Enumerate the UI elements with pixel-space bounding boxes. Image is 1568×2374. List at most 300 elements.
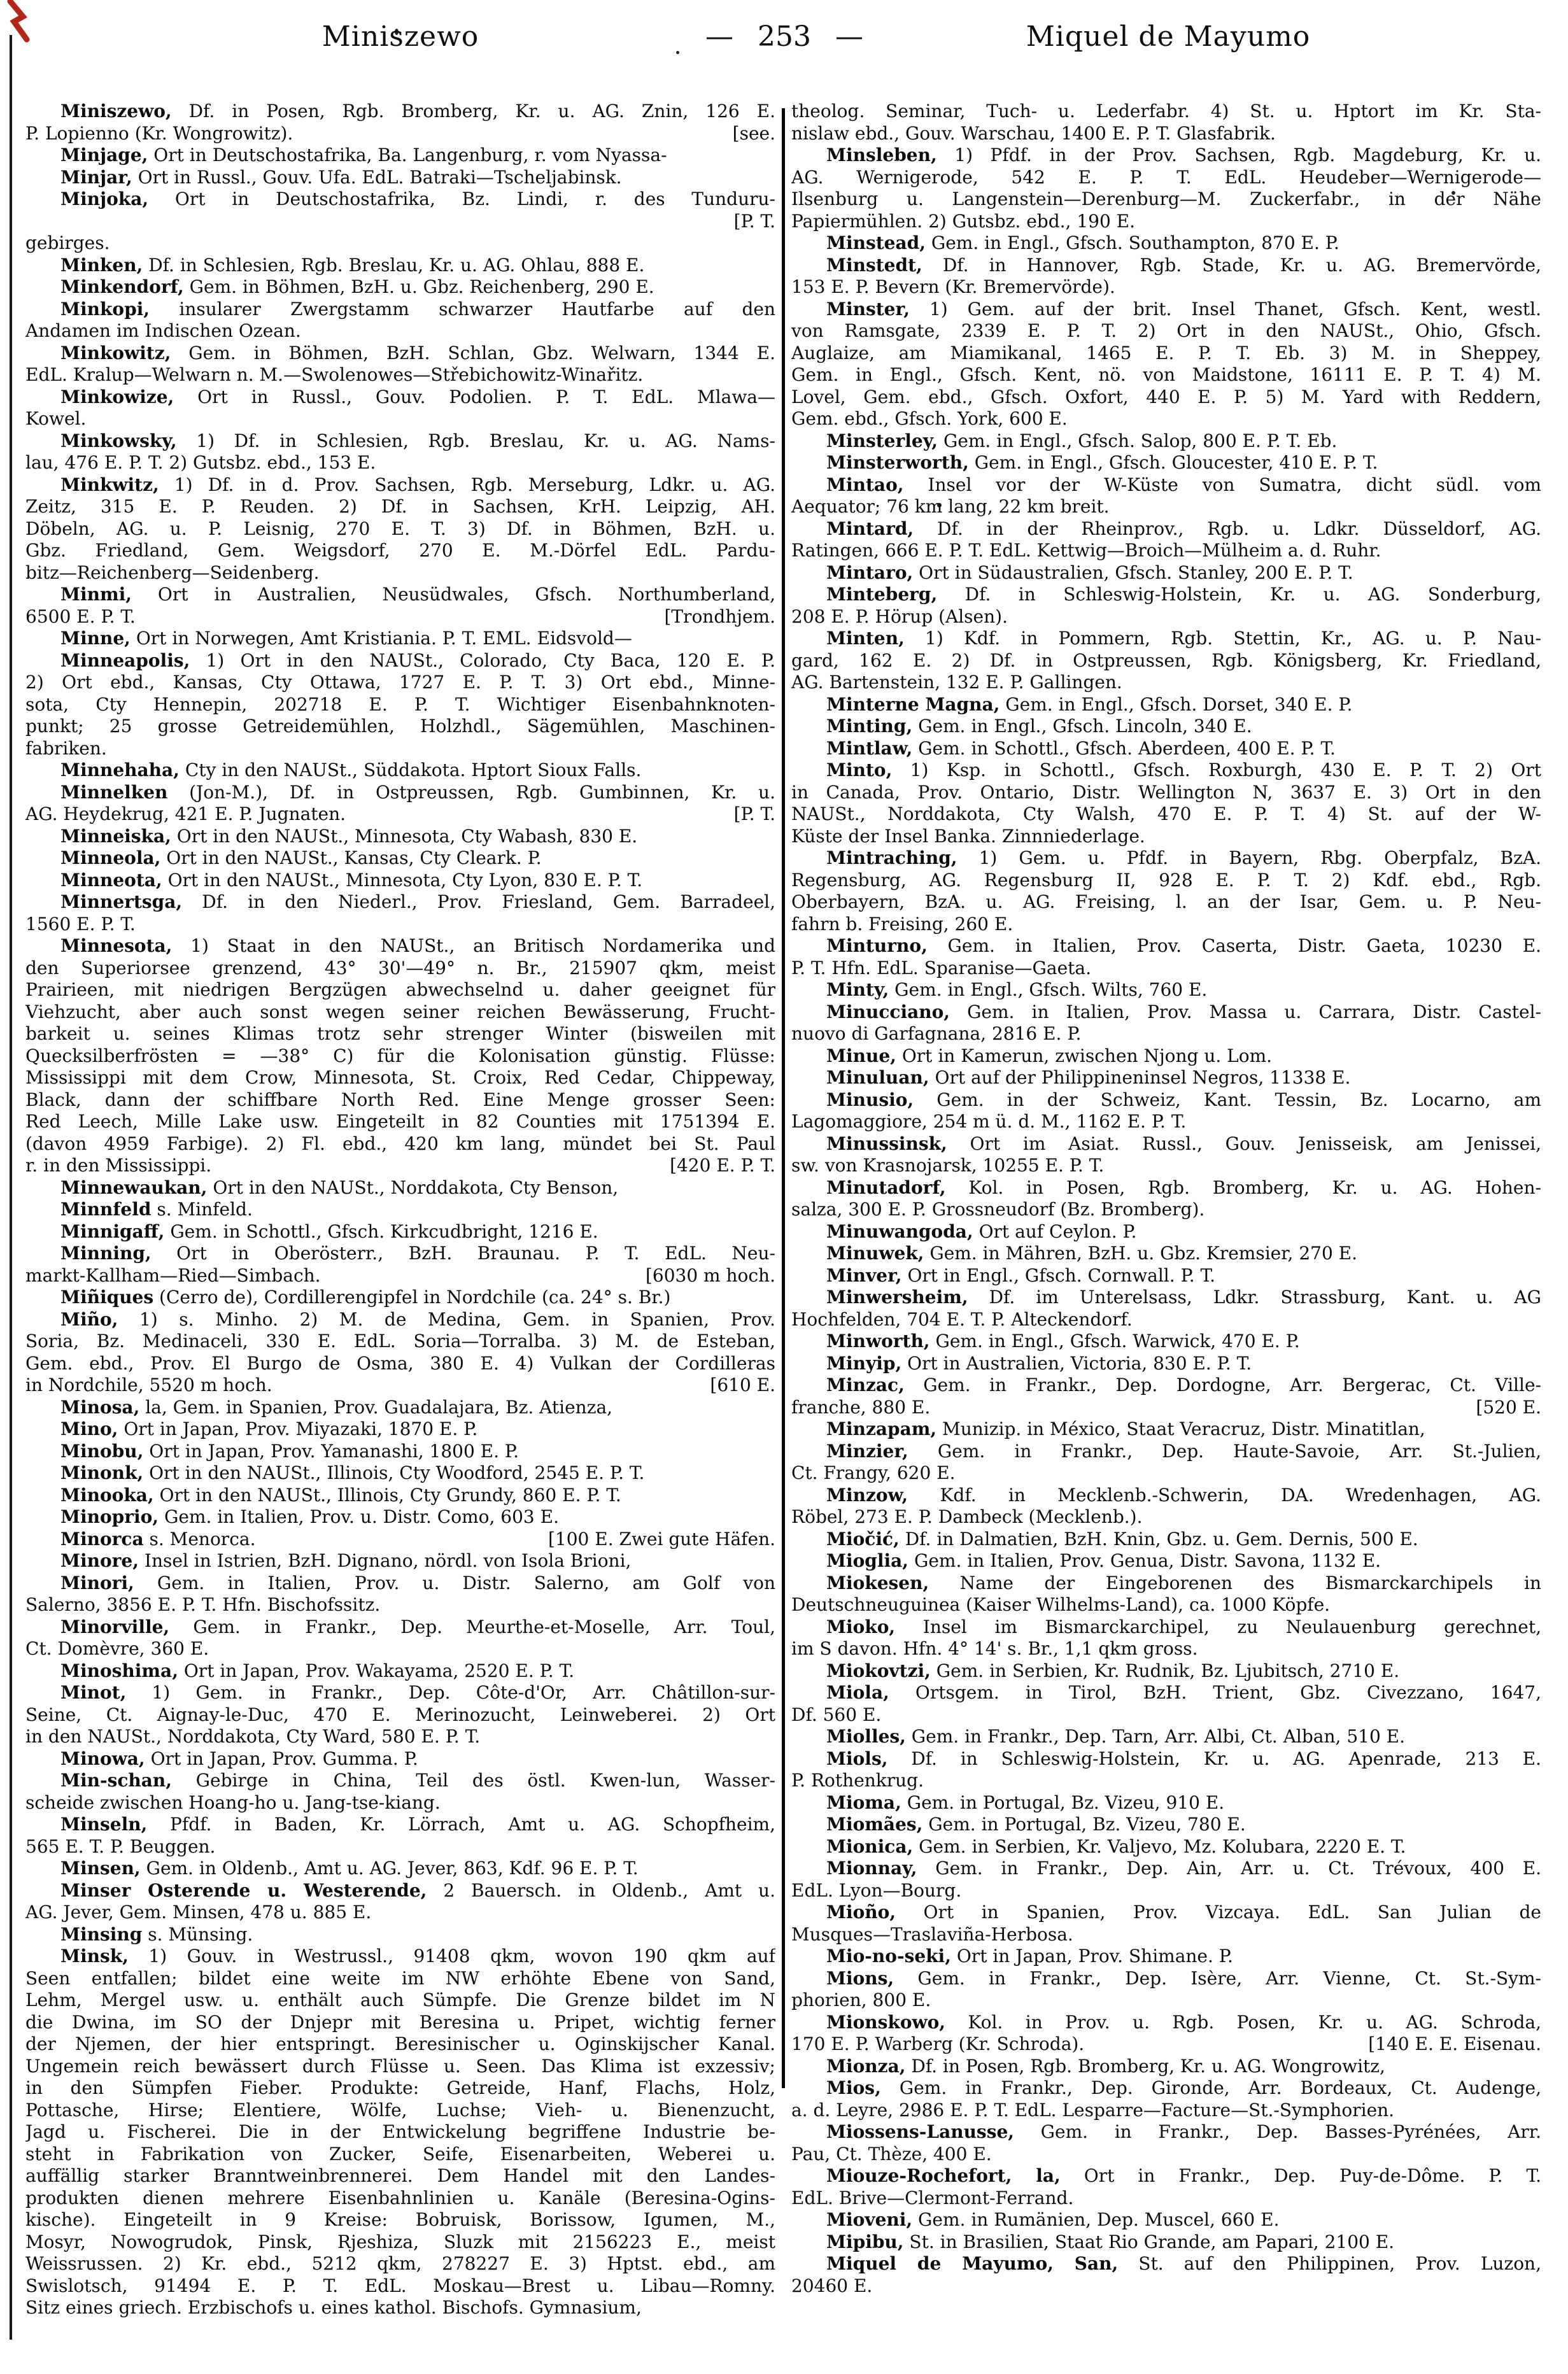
entry-text: von Ramsgate, 2339 E. P. T. 2) Ort in den NAUSt., Ohio, Gfsch. [791, 320, 1541, 341]
entry-headword: Miola, [826, 1682, 889, 1703]
entry-line [25, 782, 775, 804]
catchword: [100 E. Zwei gute Häfen. [547, 1528, 775, 1550]
entry-line [791, 1748, 1541, 1770]
entry-text: Df. in den Niederl., Prov. Friesland, Gem. Barradeel, [182, 891, 775, 912]
entry-text: Hochfelden, 704 E. T. P. Alteckendorf. [791, 1308, 1133, 1330]
entry-text: Ratingen, 666 E. P. T. EdL. Kettwig—Broich—Mülheim a. d. Ruhr. [791, 540, 1381, 561]
catchword: [P. T. [733, 210, 775, 232]
entry-text: Ort in Russl., Gouv. Podolien. P. T. EdL. Mlawa— [174, 386, 775, 407]
entry-line [791, 1331, 1541, 1353]
entry-headword: Minosa, [60, 1396, 140, 1418]
continuation-line [25, 123, 775, 145]
entry-headword: Minstedt, [826, 254, 922, 276]
entry-text: Ungemein reich bewässert durch Flüsse u. Seen. Das Klima ist exzessiv; [25, 2055, 775, 2077]
entry-text: Gbz. Friedland, Gem. Weigsdorf, 270 E. M.-Dörfel EdL. Pardu- [25, 540, 775, 561]
entry-text: Gem. in Engl., Gfsch. Wilts, 760 E. [889, 979, 1208, 1000]
entry-line [791, 628, 1541, 650]
entry-text: nislaw ebd., Gouv. Warschau, 1400 E. P. T. Glasfabrik. [791, 122, 1276, 144]
entry-line [791, 1133, 1541, 1155]
entry-text: Pfdf. in Baden, Kr. Lörrach, Amt u. AG. Schopfheim, [147, 1814, 775, 1835]
continuation-line [791, 1638, 1541, 1660]
entry-headword: Minsk, [60, 1946, 129, 1967]
continuation-line [791, 2187, 1541, 2210]
entry-headword: Minzow, [826, 1484, 908, 1506]
entry-text: Gem. in Schottl., Gfsch. Kirkcudbright, 1216 E. [164, 1220, 598, 1242]
continuation-line [791, 672, 1541, 694]
entry-line [791, 2077, 1541, 2100]
header-right-keyword: Miquel de Mayumo [1026, 20, 1311, 53]
entry-line [791, 1529, 1541, 1551]
entry-headword: Minterne Magna, [826, 693, 1000, 715]
entry-text: Gem. in Engl., Gfsch. Lincoln, 340 E. [912, 716, 1252, 737]
continuation-line [791, 167, 1541, 189]
entry-text: salza, 300 E. P. Grossneudorf (Bz. Bromberg). [791, 1199, 1205, 1220]
continuation-line [25, 2012, 775, 2034]
entry-headword: Mintlaw, [826, 737, 913, 759]
entry-headword: Minver, [826, 1264, 902, 1286]
entry-text: Gem. in Serbien, Kr. Valjevo, Mz. Kolubara, 2220 E. T. [913, 1835, 1406, 1857]
entry-text: 1) Gem. auf der brit. Insel Thanet, Gfsch. Kent, westl. [909, 298, 1541, 320]
catchword: [610 E. [710, 1374, 775, 1395]
entry-line [25, 1660, 775, 1683]
entry-headword: Miokovtzi, [826, 1660, 931, 1681]
entry-headword: Minjar, [60, 166, 132, 188]
entry-text: (davon 4959 Farbige). 2) Fl. ebd., 420 km lang, mündet bei St. Paul [25, 1133, 775, 1154]
entry-text: Red Leech, Mille Lake usw. Eingeteilt in 82 Counties mit 1751394 E. [25, 1111, 775, 1132]
entry-text: Gem. in Böhmen, BzH. u. Gbz. Reichenberg, 290 E. [183, 276, 654, 297]
entry-headword: Minturno, [826, 935, 928, 956]
continuation-line [25, 496, 775, 518]
entry-headword: Mintard, [826, 518, 914, 539]
entry-headword: Minot, [60, 1682, 127, 1703]
entry-headword: Mioño, [826, 1902, 896, 1923]
entry-text: Ort in den NAUSt., Norddakota, Cty Benson, [207, 1176, 619, 1198]
entry-headword: Minobu, [60, 1440, 144, 1462]
entry-text: Gem. in Frankr., Dep. Tarn, Arr. Albi, Ct. Alban, 510 E. [905, 1726, 1406, 1747]
entry-text: steht in Fabrikation von Zucker, Seife, Eisenarbeiten, Weberei u. [25, 2143, 775, 2165]
entry-headword: Miokesen, [826, 1572, 929, 1593]
continuation-line [25, 518, 775, 541]
entry-text: Kol. in Prov. u. Rgb. Posen, Kr. u. AG. Schroda, [945, 2011, 1541, 2033]
entry-text: P. Rothenkrug. [791, 1770, 924, 1791]
continuation-line [791, 826, 1541, 848]
continuation-line [791, 2144, 1541, 2166]
continuation-line [791, 957, 1541, 980]
entry-headword: Miquel de Mayumo, San, [826, 2253, 1119, 2274]
continuation-line [25, 1111, 775, 1133]
entry-line [25, 299, 775, 321]
entry-headword: Minkowsky, [60, 430, 177, 451]
continuation-line [25, 1067, 775, 1089]
continuation-line [25, 1726, 775, 1748]
continuation-line [791, 2033, 1541, 2056]
entry-line [791, 1418, 1541, 1441]
entry-line [25, 584, 775, 606]
entry-line [25, 276, 775, 299]
entry-headword: Mioma, [826, 1791, 901, 1813]
entry-text: Ct. Frangy, 620 E. [791, 1462, 956, 1483]
continuation-line [25, 364, 775, 386]
entry-headword: Minuwek, [826, 1243, 924, 1264]
entry-headword: Minnehaha, [60, 760, 180, 781]
entry-headword: Mipibu, [826, 2231, 904, 2252]
continuation-line [791, 891, 1541, 914]
entry-headword: Minnewaukan, [60, 1176, 208, 1198]
entry-text: Küste der Insel Banka. Zinnniederlage. [791, 825, 1145, 847]
entry-text: 170 E. P. Warberg (Kr. Schroda). [791, 2033, 1085, 2054]
entry-line [791, 452, 1541, 474]
entry-text: 1) Df. in Schlesien, Rgb. Breslau, Kr. u. AG. Nams- [176, 430, 775, 451]
continuation-line [25, 1704, 775, 1727]
continuation-line [791, 2100, 1541, 2122]
entry-text: barkeit u. seines Klimas trotz sehr strenger Winter (bisweilen mit [25, 1023, 775, 1044]
continuation-line [791, 1594, 1541, 1616]
entry-text: Ort in Australien, Neusüdwales, Gfsch. Northumberland, [132, 584, 775, 605]
continuation-line [791, 1309, 1541, 1331]
entry-line [25, 1814, 775, 1836]
entry-text: 208 E. P. Hörup (Alsen). [791, 605, 1008, 627]
catchword: [6030 m hoch. [645, 1264, 775, 1286]
entry-text: scheide zwischen Hoang-ho u. Jang-tse-kiang. [25, 1791, 441, 1813]
continuation-line [25, 2077, 775, 2100]
entry-line [791, 1946, 1541, 1968]
entry-text: Seine, Ct. Aignay-le-Duc, 470 E. Merinozucht, Leinweberei. 2) Ort [25, 1704, 775, 1725]
entry-text: (Cerro de), Cordillerengipfel in Nordchile (ca. 24° s. Br.) [153, 1287, 671, 1308]
entry-text: Ort in Oberösterr., BzH. Braunau. P. T. EdL. Neu- [151, 1243, 775, 1264]
entry-headword: Minsterworth, [826, 452, 969, 473]
continuation-line [791, 211, 1541, 233]
entry-text: Insel vor der W-Küste von Sumatra, dicht südl. vom [903, 474, 1541, 495]
entry-line [25, 1177, 775, 1199]
continuation-line [25, 979, 775, 1001]
continuation-line [25, 803, 775, 826]
entry-text: Ort in den NAUSt., Illinois, Cty Woodford, 2545 E. P. T. [143, 1462, 645, 1483]
entry-line [791, 1067, 1541, 1089]
entry-headword: Minoshima, [60, 1660, 178, 1681]
entry-text: Aequator; 76 km lang, 22 km breit. [791, 496, 1110, 517]
continuation-line [25, 2297, 775, 2319]
entry-line [791, 1177, 1541, 1199]
entry-headword: Miñiques [60, 1287, 154, 1308]
entry-headword: Minutadorf, [826, 1176, 946, 1198]
scan-edge-line [10, 35, 12, 2340]
catchword: [140 E. E. Eisenau. [1368, 2033, 1541, 2054]
entry-text: Mosyr, Nowogrudok, Pinsk, Rjeshiza, Sluzk mit 2156223 E., meist [25, 2231, 775, 2252]
entry-line [25, 1287, 775, 1309]
continuation-line [25, 738, 775, 760]
entry-headword: Minteberg, [826, 584, 938, 605]
entry-line [25, 1529, 775, 1551]
continuation-line [791, 1704, 1541, 1727]
entry-text: Gem. in Oldenb., Amt u. AG. Jever, 863, Kdf. 96 E. P. T. [140, 1858, 639, 1879]
catchword: [see. [732, 122, 775, 144]
entry-line [25, 1682, 775, 1704]
entry-line [25, 1946, 775, 1968]
entry-line [791, 1682, 1541, 1704]
continuation-line [791, 343, 1541, 365]
entry-text: Ort in Australien, Victoria, 830 E. P. T. [901, 1352, 1252, 1374]
entry-text: Ort in Japan, Prov. Yamanashi, 1800 E. P. [143, 1440, 519, 1462]
entry-headword: Minorca [60, 1528, 144, 1550]
entry-line [791, 1485, 1541, 1507]
entry-headword: Mionskowo, [826, 2011, 946, 2033]
entry-text: Gem. in Italien, Prov. u. Distr. Salerno, am Golf von [134, 1572, 775, 1593]
entry-text: AG. Jever, Gem. Minsen, 478 u. 885 E. [25, 1902, 372, 1923]
continuation-line [25, 1792, 775, 1814]
entry-headword: Mios, [826, 2077, 881, 2098]
entry-line [791, 299, 1541, 321]
continuation-line [25, 1045, 775, 1068]
entry-text: Gem. in Engl., Gfsch. Salop, 800 E. P. T. Eb. [938, 430, 1338, 451]
entry-text: Insel im Bismarckarchipel, zu Neulauenburg gerechnet, [895, 1616, 1541, 1637]
entry-text: s. Münsing. [142, 1923, 253, 1945]
entry-text: EdL. Kralup—Welwarn n. M.—Swolenowes—Střebichowitz-Winařitz. [25, 364, 644, 385]
entry-text: lau, 476 E. P. T. 2) Gutsbz. ebd., 153 E. [25, 452, 376, 473]
continuation-line [25, 2165, 775, 2187]
continuation-line [25, 1265, 775, 1287]
entry-line [791, 584, 1541, 606]
entry-text: Df. in Posen, Rgb. Bromberg, Kr. u. AG. Wongrowitz, [905, 2055, 1385, 2077]
continuation-line [791, 276, 1541, 299]
entry-text: Ort in Deutschostafrika, Bz. Lindi, r. des Tunduru- [148, 188, 775, 209]
entry-headword: Mionica, [826, 1835, 914, 1857]
entry-headword: Minsterley, [826, 430, 938, 451]
entry-line [791, 760, 1541, 782]
entry-headword: Mionnay, [826, 1858, 917, 1879]
entry-headword: Minneola, [60, 847, 161, 868]
entry-line [791, 1265, 1541, 1287]
entry-line [791, 2012, 1541, 2034]
entry-line [25, 1441, 775, 1463]
entry-text: Gem. in Italien, Prov. u. Distr. Como, 603 E. [159, 1506, 559, 1527]
entry-headword: Minstead, [826, 232, 926, 253]
entry-text: auffällig starker Branntweinbrennerei. Dem Handel mit den Landes- [25, 2165, 775, 2186]
entry-text: Gem. in Rumänien, Dep. Muscel, 660 E. [912, 2209, 1280, 2230]
header-dash-left: — [705, 20, 733, 53]
entry-headword: Min-schan, [60, 1770, 173, 1791]
entry-text: Gebirge in China, Teil des östl. Kwen-lun, Wasser- [172, 1770, 775, 1791]
entry-text: punkt; 25 grosse Getreidemühlen, Holzhdl., Sägemühlen, Maschinen- [25, 716, 775, 737]
entry-text: Kowel. [25, 408, 87, 429]
entry-text: Gem. ebd., Prov. El Burgo de Osma, 380 E. 4) Vulkan der Cordilleras [25, 1352, 775, 1374]
entry-line [25, 1550, 775, 1572]
entry-text: 6500 E. P. T. [25, 605, 136, 627]
entry-text: 1) Gem. u. Pfdf. in Bayern, Rbg. Oberpfalz, BzA. [957, 847, 1541, 868]
entry-line [791, 1550, 1541, 1572]
entry-text: Kol. in Posen, Rgb. Bromberg, Kr. u. AG. Hohen- [945, 1176, 1541, 1198]
continuation-line [25, 1902, 775, 1924]
entry-text: Df. in der Rheinprov., Rgb. u. Ldkr. Düsseldorf, AG. [914, 518, 1541, 539]
continuation-line [25, 320, 775, 343]
entry-text: Papiermühlen. 2) Gutsbz. ebd., 190 E. [791, 210, 1136, 232]
entry-text: Ort in den NAUSt., Kansas, Cty Cleark. P. [160, 847, 542, 868]
entry-headword: Minty, [826, 979, 889, 1000]
entry-text: Pottasche, Hirse; Elentiere, Wölfe, Luchse; Vieh- u. Bienenzucht, [25, 2099, 775, 2121]
entry-headword: Minworth, [826, 1331, 930, 1352]
continuation-line [25, 452, 775, 474]
entry-text: Deutschneuguinea (Kaiser Wilhelms-Land), ca. 1000 Köpfe. [791, 1594, 1331, 1615]
header-left-keyword: Miniszewo [321, 20, 479, 53]
entry-headword: Minkendorf, [60, 276, 184, 297]
continuation-line [25, 1353, 775, 1375]
entry-text: Gem. in Frankr., Dep. Ain, Arr. u. Ct. Trévoux, 400 E. [917, 1858, 1541, 1879]
entry-headword: Minkwitz, [60, 474, 159, 495]
entry-text: Ort in Japan, Prov. Wakayama, 2520 E. P. T. [178, 1660, 575, 1681]
continuation-line [25, 606, 775, 628]
entry-text: Df. in Posen, Rgb. Bromberg, Kr. u. AG. Znin, 126 E. [171, 101, 775, 122]
entry-line [791, 145, 1541, 167]
entry-text: Df. in Schleswig-Holstein, Kr. u. AG. Sonderburg, [937, 584, 1541, 605]
entry-text: Viehzucht, aber auch sonst wegen seiner reichen Bewässerung, Frucht- [25, 1001, 775, 1022]
entry-text: Gem. in Engl., Gfsch. Kent, nö. von Maidstone, 16111 E. P. T. 4) M. [791, 364, 1541, 385]
continuation-line [791, 870, 1541, 892]
entry-text: r. in den Mississippi. [25, 1155, 212, 1176]
continuation-line [25, 540, 775, 562]
entry-text: Swislotsch, 91494 E. P. T. EdL. Moskau—Brest u. Libau—Romny. [25, 2275, 775, 2296]
page-body [25, 101, 1541, 2319]
entry-line [791, 847, 1541, 870]
entry-text: Gem. in Engl., Gfsch. Warwick, 470 E. P. [929, 1331, 1300, 1352]
entry-text: Zeitz, 315 E. P. Reuden. 2) Df. in Sachsen, KrH. Leipzig, AH. [25, 496, 775, 517]
entry-text: Gem. in der Schweiz, Kant. Tessin, Bz. Locarno, am [914, 1089, 1541, 1110]
continuation-line [25, 2121, 775, 2144]
entry-text: bitz—Reichenberg—Seidenberg. [25, 562, 320, 583]
continuation-line [25, 1331, 775, 1353]
entry-line [25, 1506, 775, 1529]
entry-line [25, 891, 775, 914]
entry-text: Name der Eingeborenen des Bismarckarchipels in [929, 1572, 1541, 1593]
entry-line [25, 1616, 775, 1639]
continuation-line [25, 2056, 775, 2078]
entry-headword: Minneapolis, [60, 649, 190, 671]
entry-text: Salerno, 3856 E. P. T. Hfn. Bischofssitz. [25, 1594, 381, 1615]
entry-headword: Minwersheim, [826, 1287, 968, 1308]
entry-line [791, 255, 1541, 277]
entry-text: Df. in Dalmatien, BzH. Knin, Gbz. u. Gem. Dernis, 500 E. [899, 1528, 1418, 1550]
continuation-line [791, 1111, 1541, 1133]
catchword: [420 E. P. T. [670, 1155, 775, 1176]
entry-line [25, 1770, 775, 1792]
entry-headword: Minsing [60, 1923, 143, 1945]
continuation-line [791, 496, 1541, 518]
entry-line [25, 1243, 775, 1265]
entry-headword: Miouze-Rochefort, la, [826, 2165, 1061, 2186]
continuation-line [791, 1924, 1541, 1946]
entry-headword: Mioveni, [826, 2209, 913, 2230]
entry-line [791, 1221, 1541, 1243]
entry-headword: Mioglia, [826, 1550, 909, 1571]
continuation-line [791, 782, 1541, 804]
entry-line [791, 716, 1541, 738]
continuation-line [25, 2144, 775, 2166]
entry-headword: Minowa, [60, 1748, 145, 1769]
entry-text: 1) Pfdf. in der Prov. Sachsen, Rgb. Magdeburg, Kr. u. [936, 145, 1541, 166]
continuation-line [25, 716, 775, 738]
entry-text: Ct. Domèvre, 360 E. [25, 1638, 209, 1659]
entry-text: Ort im Asiat. Russl., Gouv. Jenisseisk, am Jenissei, [947, 1133, 1541, 1154]
entry-text: Pau, Ct. Thèze, 400 E. [791, 2143, 992, 2165]
entry-text: 1) Df. in d. Prov. Sachsen, Rgb. Merseburg, Ldkr. u. AG. [159, 474, 775, 495]
entry-line [791, 474, 1541, 497]
continuation-line [25, 1001, 775, 1024]
entry-text: Ort auf der Philippineninsel Negros, 11338 E. [929, 1067, 1351, 1088]
entry-text: Lagomaggiore, 254 m ü. d. M., 1162 E. P. T. [791, 1111, 1187, 1132]
entry-text: produkten dienen mehrere Eisenbahnlinien u. Kanäle (Beresina-Ogins- [25, 2187, 775, 2208]
entry-text: in Canada, Prov. Ontario, Distr. Wellington N, 3637 E. 3) Ort in den [791, 781, 1541, 803]
entry-text: St. in Brasilien, Staat Rio Grande, am Papari, 2100 E. [903, 2231, 1395, 2252]
entry-text: Seen entfallen; bildet eine weite im NW erhöhte Ebene von Sand, [25, 1967, 775, 1989]
entry-line [25, 101, 775, 123]
entry-line [25, 145, 775, 167]
entry-headword: Minkowitz, [60, 342, 171, 364]
continuation-line [791, 1199, 1541, 1221]
entry-headword: Minore, [60, 1550, 139, 1571]
entry-headword: Minooka, [60, 1484, 154, 1506]
entry-headword: Minucciano, [826, 1001, 950, 1022]
entry-line [25, 870, 775, 892]
entry-text: kische). Eingeteilt in 9 Kreise: Bobruisk, Borissow, Igumen, M., [25, 2209, 775, 2230]
continuation-line [791, 1397, 1541, 1419]
entry-headword: Minoprio, [60, 1506, 159, 1527]
entry-headword: Minmi, [60, 584, 132, 605]
entry-headword: Minsen, [60, 1858, 141, 1879]
entry-headword: Minneiska, [60, 825, 171, 847]
entry-text: Ort in Deutschostafrika, Ba. Langenburg, r. vom Nyassa- [148, 145, 667, 166]
entry-text: 1) Ksp. in Schottl., Gfsch. Roxburgh, 430 E. P. T. 2) Ort [892, 760, 1541, 781]
entry-text: (Jon-M.), Df. in Ostpreussen, Rgb. Gumbinnen, Kr. u. [167, 781, 775, 803]
entry-line [791, 1968, 1541, 1990]
entry-text: Df. in Hannover, Rgb. Stade, Kr. u. AG. Bremervörde, [922, 254, 1541, 276]
entry-text: der Njemen, der hier entspringt. Beresinischer u. Oginskijscher Kanal. [25, 2033, 775, 2054]
entry-headword: Minzac, [826, 1374, 905, 1395]
entry-line [791, 2121, 1541, 2144]
entry-text: Musques—Traslaviña-Herbosa. [791, 1923, 1073, 1945]
entry-text: phorien, 800 E. [791, 1989, 931, 2010]
entry-headword: Mino, [60, 1418, 118, 1439]
entry-text: Ort in Spanien, Prov. Vizcaya. EdL. San Julian de [896, 1902, 1541, 1923]
entry-line [25, 1880, 775, 1902]
entry-line [791, 1001, 1541, 1024]
entry-text: Oberbayern, BzA. u. AG. Freising, l. an der Isar, Gem. u. P. Neu- [791, 891, 1541, 912]
entry-text: insularer Zwergstamm schwarzer Hautfarbe auf den [150, 298, 775, 320]
entry-line [791, 1726, 1541, 1748]
continuation-line [25, 2100, 775, 2122]
entry-headword: Minnesota, [60, 935, 173, 956]
continuation-line [25, 2033, 775, 2056]
entry-line [791, 2056, 1541, 2078]
catchword: [Trondhjem. [664, 605, 775, 627]
entry-headword: Mioko, [826, 1616, 896, 1637]
entry-text: Gem. in Italien, Prov. Massa u. Carrara, Distr. Castel- [950, 1001, 1541, 1022]
entry-headword: Mintaro, [826, 562, 914, 583]
entry-line [791, 518, 1541, 541]
entry-headword: Mintraching, [826, 847, 957, 868]
continuation-line [25, 1989, 775, 2012]
entry-headword: Minning, [60, 1243, 152, 1264]
entry-line [25, 628, 775, 650]
entry-text: Gem. in Engl., Gfsch. Southampton, 870 E. P. [925, 232, 1339, 253]
entry-line [791, 935, 1541, 957]
entry-text: fabriken. [25, 737, 107, 759]
entry-text: Gem. in Frankr., Dep. Isère, Arr. Vienne, Ct. St.-Sym- [894, 1967, 1541, 1989]
entry-text: Gem. in Italien, Prov. Genua, Distr. Savona, 1132 E. [908, 1550, 1381, 1571]
entry-headword: Minser Osterende u. Westerende, [60, 1879, 427, 1901]
entry-text: P. T. Hfn. EdL. Sparanise—Gaeta. [791, 957, 1091, 979]
continuation-line [25, 2231, 775, 2254]
entry-text: in Nordchile, 5520 m hoch. [25, 1374, 272, 1395]
entry-line [791, 2165, 1541, 2187]
entry-line [25, 1309, 775, 1331]
